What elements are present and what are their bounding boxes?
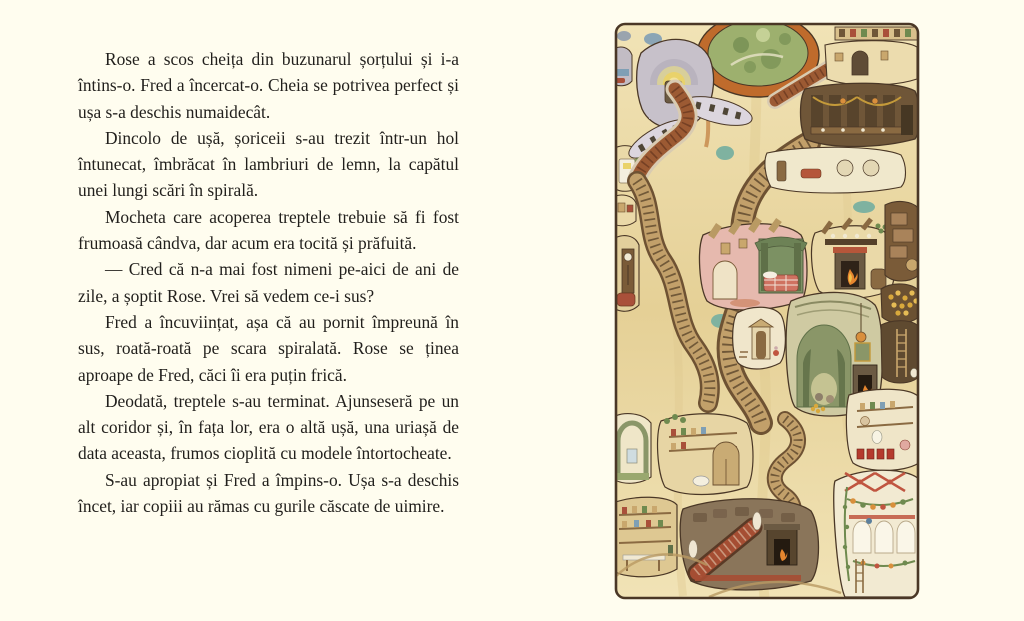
curtained-alcove	[613, 414, 651, 484]
paragraph: Mocheta care acoperea treptele trebuie să fi fost frumoasă cândva, dar acum era tocită și prăfuită.	[78, 206, 459, 254]
cellar-grand-stair	[680, 499, 818, 590]
dining-hall	[801, 83, 920, 146]
larder	[613, 497, 677, 577]
paragraph: — Cred că n-a mai fost nimeni pe-aici de ani de zile, a șoptit Rose. Vrei să vedem ce-i sus?	[78, 259, 459, 306]
lounge	[765, 147, 906, 193]
vestibule	[733, 307, 786, 369]
corn-store	[881, 284, 919, 323]
story-text	[78, 46, 459, 519]
conservatory	[834, 470, 919, 597]
paragraph: Dincolo de ușă, șoriceii s-au trezit într-un hol întunecat, îmbrăcat în lambriuri de lemn, la capătul unei lungi scări în spirală.	[78, 127, 459, 201]
paragraph: S-au apropiat și Fred a împins-o. Ușa s-a deschis încet, iar copiii au rămas cu gurile căscate de uimire.	[78, 469, 459, 517]
paragraph: Deodată, treptele s-au terminat. Ajunseseră pe un alt coridor și, în fața lor, era o altă ușă, una uriașă de data aceasta, frumos cioplită cu modele întortocheate.	[78, 390, 459, 464]
paragraph: Fred a încuviințat, așa că au pornit împreună în sus, roată-roată pe scara spiralată. Rose se ținea aproape de Fred, căci îi era puțin frică.	[78, 311, 459, 385]
bedroom	[700, 219, 807, 310]
crate-store	[885, 202, 919, 281]
paragraph: Rose a scos cheița din buzunarul șorțului și i-a întins-o. Fred a încercat-o. Cheia se potrivea perfect și ușa s-a deschis numaidecât.	[78, 49, 459, 122]
store-kitchen	[846, 389, 919, 470]
burrow-illustration-art	[613, 21, 921, 601]
kitchen-parlour	[812, 219, 895, 299]
washroom-pantry	[658, 414, 753, 495]
burrow-illustration	[613, 21, 921, 601]
ladder-room	[881, 321, 919, 383]
upper-corridor	[825, 27, 919, 85]
